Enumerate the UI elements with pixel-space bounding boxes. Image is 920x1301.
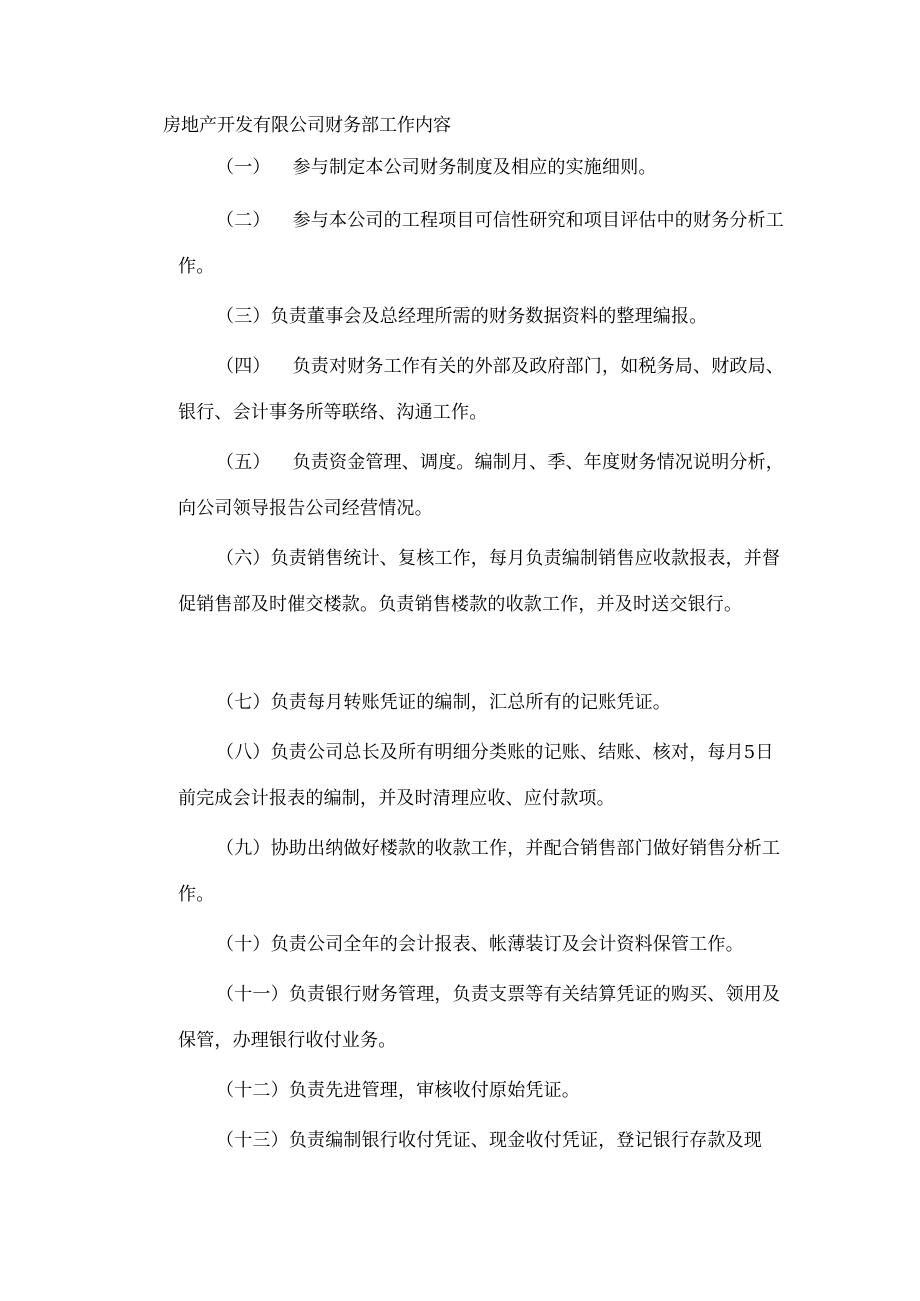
item-number: （九） xyxy=(216,838,271,859)
list-item xyxy=(178,922,788,968)
list-item xyxy=(178,294,788,340)
item-text: 负责公司全年的会计报表、帐薄装订及会计资料保管工作。 xyxy=(270,934,744,955)
item-text: 负责每月转账凭证的编制，汇总所有的记账凭证。 xyxy=(270,692,672,713)
item-number: （五） xyxy=(216,452,271,473)
item-text: 负责销售统计、复核工作，每月负责编制销售应收款报表，并督促销售部及时催交楼款。负责销售楼款的收款工作，并及时送交银行。 xyxy=(178,548,781,615)
item-number: （一） xyxy=(216,157,271,178)
item-number: （十三） xyxy=(216,1130,289,1151)
item-number: （八） xyxy=(216,742,271,763)
list-item xyxy=(178,440,788,532)
list-item xyxy=(178,730,788,822)
list-item xyxy=(178,680,788,726)
item-text: 负责编制银行收付凭证、现金收付凭证，登记银行存款及现 xyxy=(288,1130,763,1151)
item-text: 参与本公司的工程项目可信性研究和项目评估中的财务分析工作。 xyxy=(178,210,785,277)
item-text: 负责董事会及总经理所需的财务数据资料的整理编报。 xyxy=(270,306,708,327)
list-item xyxy=(178,1118,788,1164)
item-text: 负责公司总长及所有明细分类账的记账、结账、核对，每月5日前完成会计报表的编制，并及时清理应收、应付款项。 xyxy=(178,742,774,809)
list-item xyxy=(178,536,788,628)
item-text: 负责对财务工作有关的外部及政府部门，如税务局、财政局、银行、会计事务所等联络、沟通工作。 xyxy=(178,356,785,423)
item-number: （六） xyxy=(216,548,271,569)
item-text: 协助出纳做好楼款的收款工作，并配合销售部门做好销售分析工作。 xyxy=(178,838,781,905)
item-number: （二） xyxy=(216,210,271,231)
item-text: 负责银行财务管理，负责支票等有关结算凭证的购买、领用及保管，办理银行收付业务。 xyxy=(178,984,781,1051)
item-number: （十一） xyxy=(216,984,289,1005)
item-number: （十二） xyxy=(216,1080,289,1101)
list-item xyxy=(178,198,788,290)
item-text: 负责先进管理，审核收付原始凭证。 xyxy=(288,1080,581,1101)
item-text: 负责资金管理、调度。编制月、季、年度财务情况说明分析，向公司领导报告公司经营情况。 xyxy=(178,452,785,519)
list-item xyxy=(178,145,788,191)
item-text: 参与制定本公司财务制度及相应的实施细则。 xyxy=(292,157,657,178)
list-item xyxy=(178,1068,788,1114)
document-title: 房地产开发有限公司财务部工作内容 xyxy=(163,115,451,136)
list-item xyxy=(178,826,788,918)
item-number: （七） xyxy=(216,692,271,713)
item-number: （四） xyxy=(216,356,271,377)
list-item xyxy=(178,344,788,436)
item-number: （十） xyxy=(216,934,271,955)
list-item xyxy=(178,972,788,1064)
item-number: （三） xyxy=(216,306,271,327)
